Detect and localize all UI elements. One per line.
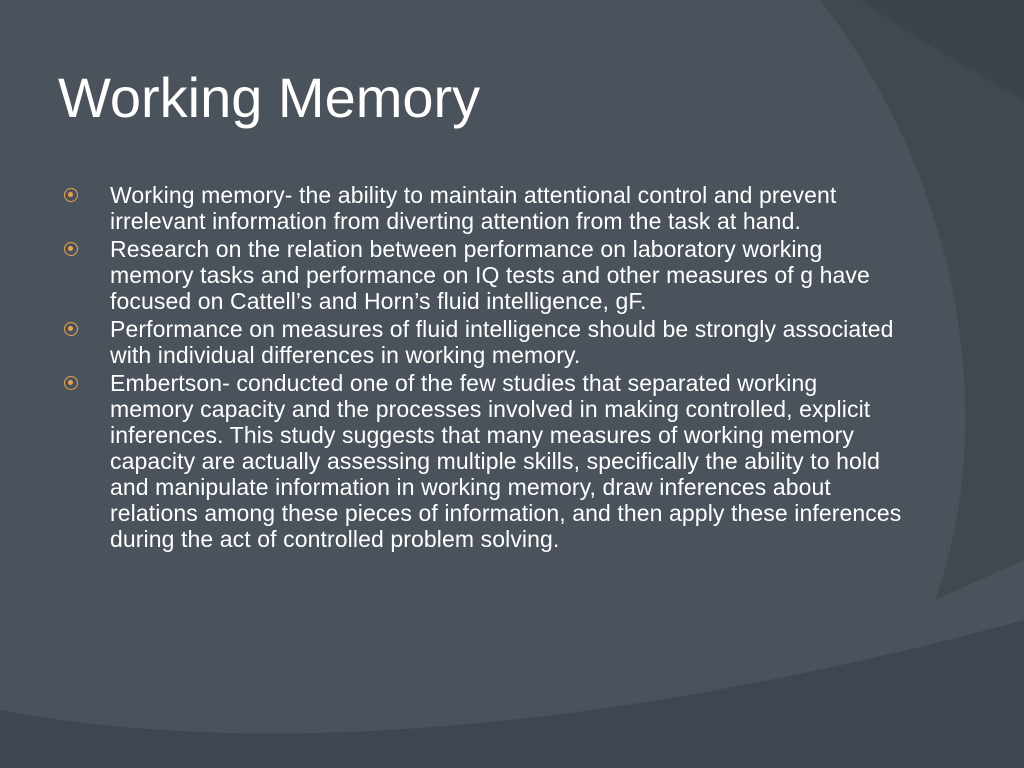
bullet-text: Working memory- the ability to maintain attentional control and prevent irrelevant information from diverting attention from the task at hand. bbox=[110, 182, 837, 234]
bullet-item bbox=[64, 236, 904, 314]
bullet-text: Research on the relation between performance on laboratory working memory tasks and performance on IQ tests and other measures of g have focused on Cattell’s and Horn’s fluid intelligence, gF. bbox=[110, 236, 870, 314]
bullet-item bbox=[64, 182, 904, 234]
bullet-item bbox=[64, 370, 904, 552]
bullet-item bbox=[64, 316, 904, 368]
circle-dot-icon bbox=[64, 376, 78, 390]
bullet-text: Performance on measures of fluid intelligence should be strongly associated with individual differences in working memory. bbox=[110, 316, 894, 368]
circle-dot-icon bbox=[64, 242, 78, 256]
bullet-list bbox=[64, 182, 904, 554]
bullet-text: Embertson- conducted one of the few studies that separated working memory capacity and the processes involved in making controlled, explicit inferences. This study suggests that many measures of working memory capacity are actually assessing multiple skills, specifically the ability to hold and manipulate information in working memory, draw inferences about relations among these pieces of information, and then apply these inferences during the act of controlled problem solving. bbox=[110, 370, 902, 552]
circle-dot-icon bbox=[64, 322, 78, 336]
circle-dot-icon bbox=[64, 188, 78, 202]
slide-title: Working Memory bbox=[58, 66, 481, 129]
